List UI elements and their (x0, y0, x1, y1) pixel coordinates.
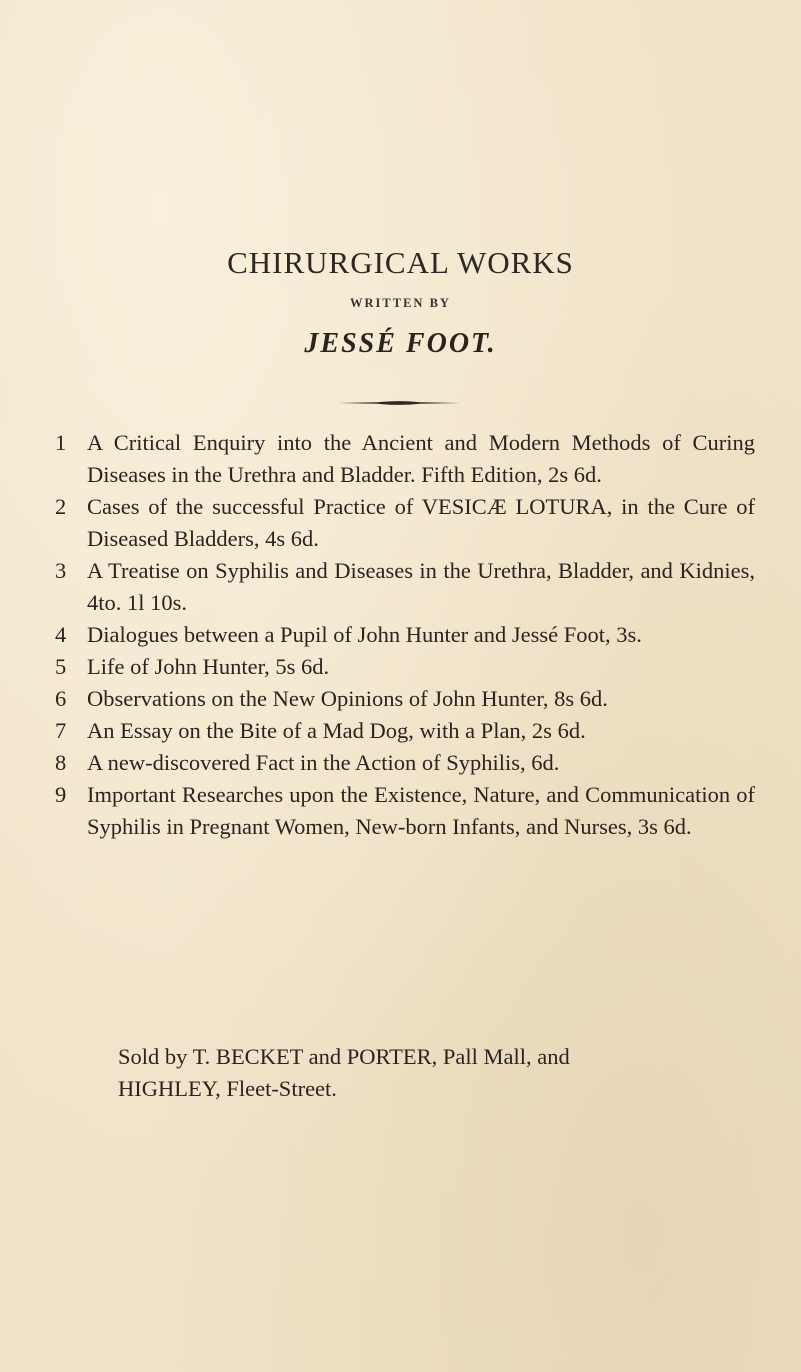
written-by-label: WRITTEN BY (350, 296, 451, 310)
item-text: Important Researches upon the Existence, Nature, and Communication of Syphilis in Pregnant Women, New-born Infants, and Nurses, 3s 6d. (87, 782, 755, 839)
list-item (55, 491, 755, 555)
item-number: 8 (55, 750, 67, 775)
page-title: CHIRURGICAL WORKS (227, 245, 574, 280)
item-text: Life of John Hunter, 5s 6d. (87, 654, 330, 679)
list-item (55, 683, 755, 715)
list-item (55, 779, 755, 843)
imprint-line-1: Sold by T. BECKET and PORTER, Pall Mall, and (118, 1044, 570, 1069)
item-text: A new-discovered Fact in the Action of Syphilis, 6d. (87, 750, 560, 775)
item-text: A Critical Enquiry into the Ancient and Modern Methods of Curing Diseases in the Urethra and Bladder. Fifth Edition, 2s 6d. (87, 430, 755, 487)
list-item (55, 651, 755, 683)
works-list (55, 427, 755, 843)
item-text: Dialogues between a Pupil of John Hunter and Jessé Foot, 3s. (87, 622, 642, 647)
item-text: A Treatise on Syphilis and Diseases in the Urethra, Bladder, and Kidnies, 4to. 1l 10s. (87, 558, 755, 615)
item-number: 4 (55, 622, 67, 647)
item-text: Cases of the successful Practice of VESICÆ LOTURA, in the Cure of Diseased Bladders, 4s 6d. (87, 494, 755, 551)
list-item (55, 427, 755, 491)
item-text: Observations on the New Opinions of John Hunter, 8s 6d. (87, 686, 608, 711)
list-item (55, 715, 755, 747)
item-number: 5 (55, 654, 67, 679)
list-item (55, 555, 755, 619)
item-text: An Essay on the Bite of a Mad Dog, with a Plan, 2s 6d. (87, 718, 586, 743)
list-item (55, 747, 755, 779)
publisher-imprint (118, 1041, 758, 1105)
ornamental-rule (338, 400, 460, 406)
item-number: 6 (55, 686, 67, 711)
item-number: 9 (55, 782, 67, 807)
author-name: JESSÉ FOOT. (304, 328, 497, 359)
item-number: 1 (55, 430, 67, 455)
list-item (55, 619, 755, 651)
imprint-line-2: HIGHLEY, Fleet-Street. (118, 1076, 337, 1101)
item-number: 3 (55, 558, 67, 583)
item-number: 2 (55, 494, 67, 519)
item-number: 7 (55, 718, 67, 743)
